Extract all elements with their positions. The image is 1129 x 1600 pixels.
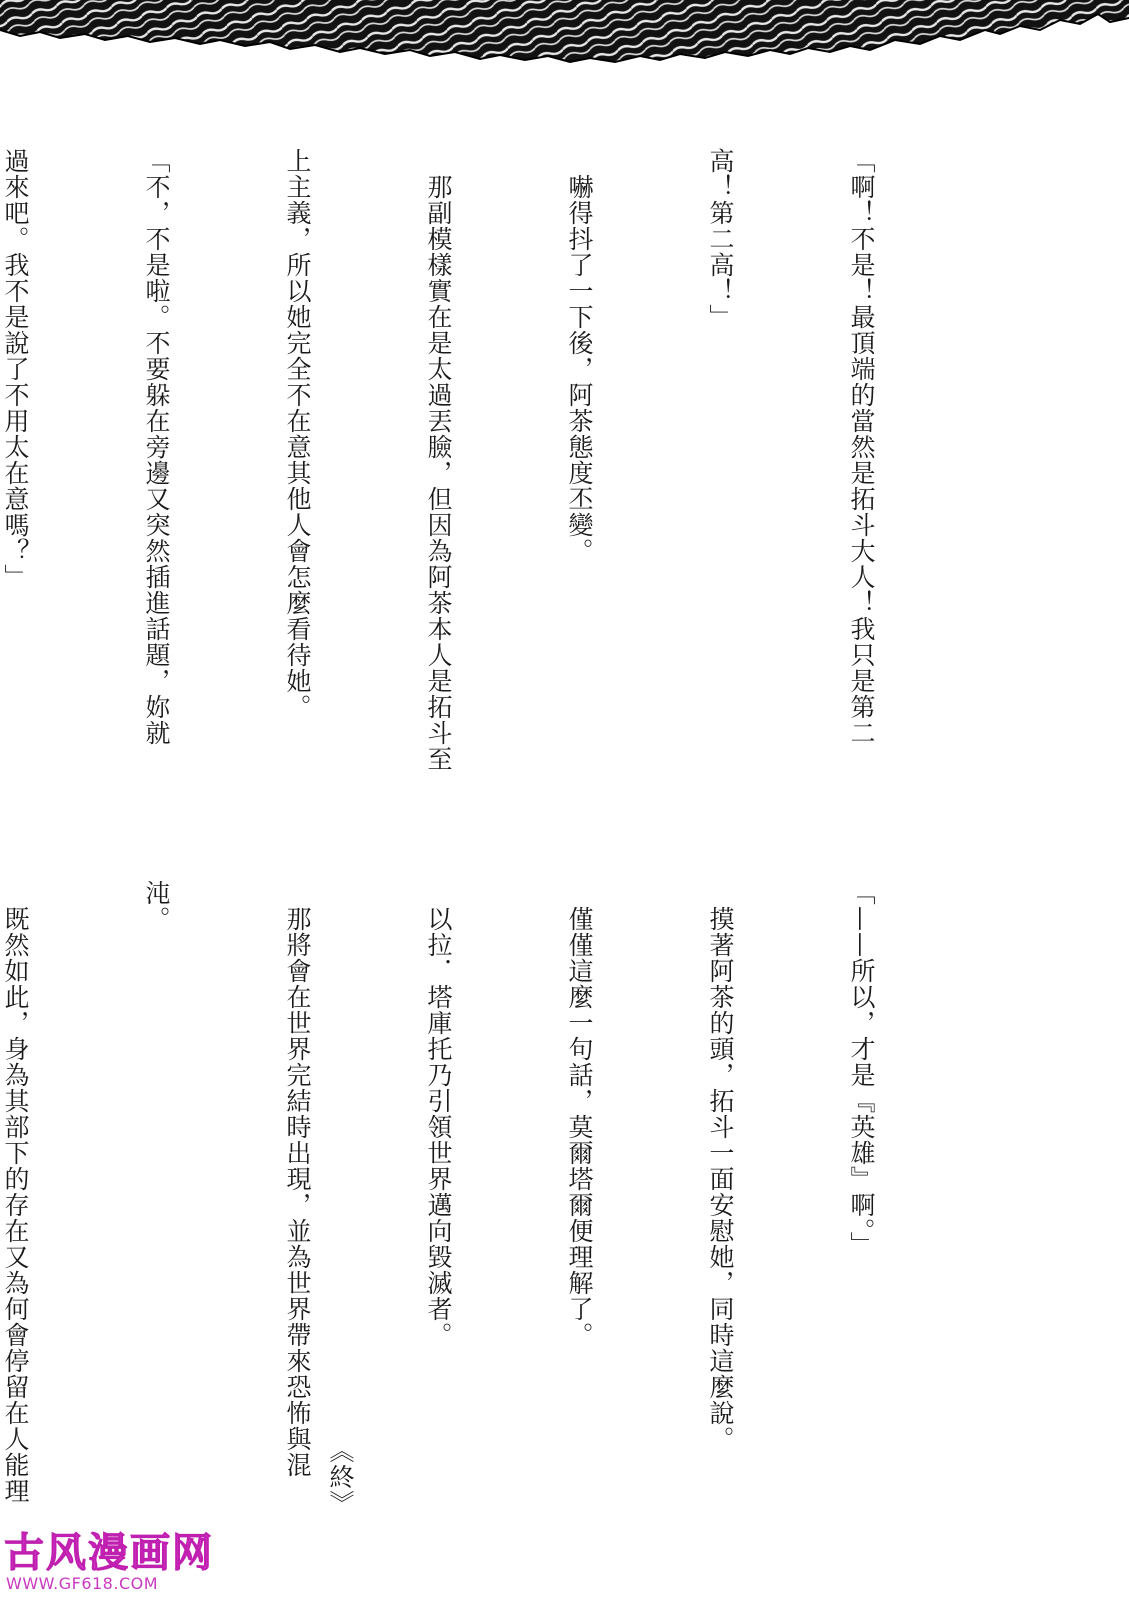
text-line: 僅僅這麼一句話，莫爾塔爾便理解了。 <box>565 880 594 1348</box>
text-line: 那將會在世界完結時出現，並為世界帶來恐怖與混 <box>283 880 312 1478</box>
text-line: 既然如此，身為其部下的存在又為何會停留在人能理 <box>1 880 30 1504</box>
top-text-block <box>0 148 979 788</box>
text-line: 嚇得抖了一下後，阿茶態度丕變。 <box>565 148 594 564</box>
site-watermark-link[interactable] <box>4 1530 214 1594</box>
end-mark: 《終》 <box>326 1438 355 1516</box>
text-line: 「啊！不是！最頂端的當然是拓斗大人！我只是第二 <box>847 148 876 746</box>
bottom-text-block <box>0 880 979 1530</box>
text-line: 那副模樣實在是太過丟臉，但因為阿茶本人是拓斗至 <box>424 148 453 772</box>
text-line: 沌。 <box>142 880 171 932</box>
text-line: 「不，不是啦。不要躲在旁邊又突然插進話題，妳就 <box>142 148 171 746</box>
text-line: 高！第二高！」 <box>706 148 735 330</box>
text-line: 摸著阿茶的頭，拓斗一面安慰她，同時這麼說。 <box>706 880 735 1452</box>
text-line: 過來吧。我不是說了不用太在意嗎？」 <box>1 148 30 590</box>
text-line: 上主義，所以她完全不在意其他人會怎麼看待她。 <box>283 148 312 720</box>
watermark-title: 古风漫画网 <box>4 1530 214 1576</box>
torn-page-header <box>0 0 1129 70</box>
text-line: 「——所以，才是『英雄』啊。」 <box>847 880 876 1258</box>
text-line: 以拉．塔庫托乃引領世界邁向毀滅者。 <box>424 880 453 1348</box>
watermark-url: WWW.GF618.COM <box>6 1574 159 1593</box>
